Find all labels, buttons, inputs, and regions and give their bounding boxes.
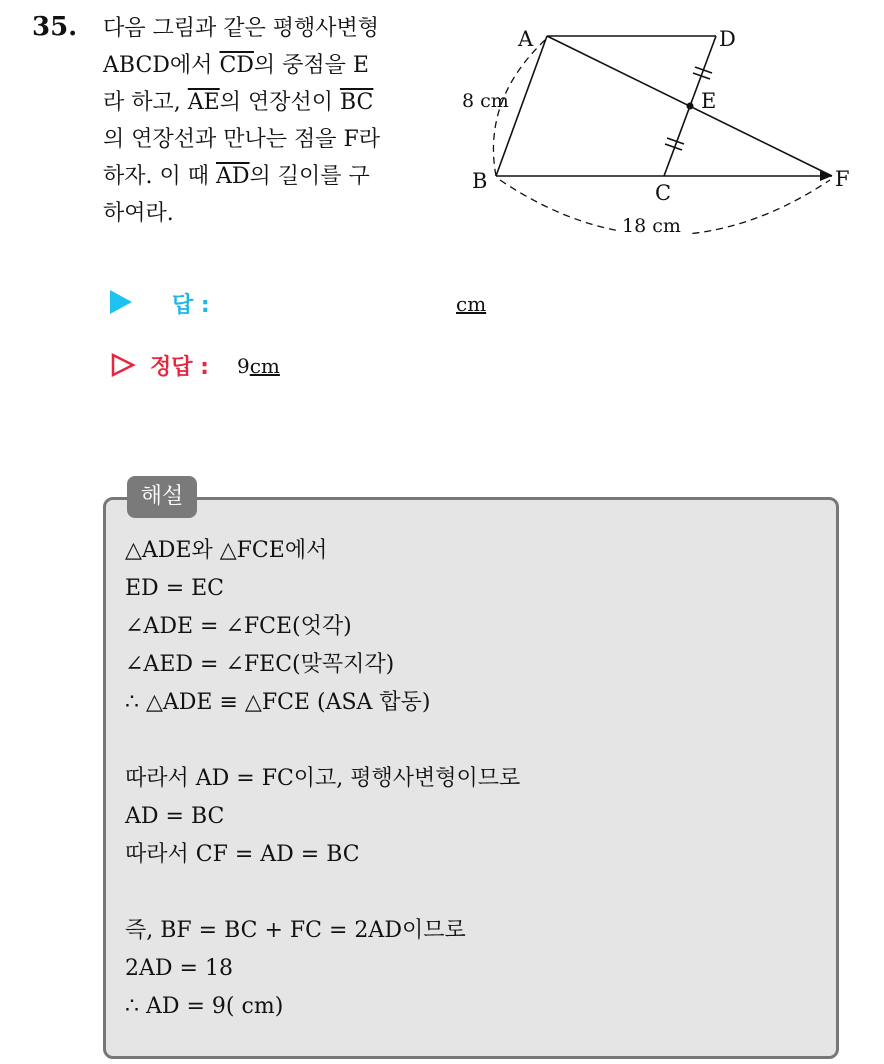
question-text (103, 10, 433, 232)
solution-text (125, 532, 520, 1026)
correct-answer-value: 9cm (237, 354, 280, 378)
solution-line: ∠AED = ∠FEC(맞꼭지각) (125, 652, 395, 677)
solution-line: 2AD = 18 (125, 956, 233, 981)
answer-unit[interactable]: cm (456, 292, 487, 316)
question-line-2: ABCD에서 $\overline{CD}$의 중점을 E (103, 53, 369, 78)
solution-line: 따라서 CF = AD = BC (125, 842, 360, 867)
length-AB: 8 cm (462, 90, 509, 112)
solution-line: AD = BC (125, 804, 225, 829)
solution-line: ∠ADE = ∠FCE(엇각) (125, 614, 352, 639)
label-D: D (719, 27, 736, 51)
length-BF: 18 cm (622, 215, 681, 237)
solution-line: △ADE와 △FCE에서 (125, 538, 328, 563)
question-line-6: 하여라. (103, 201, 174, 226)
tick-marks-EC (665, 138, 684, 150)
question-line-3: 라 하고, $\overline{AE}$의 연장선이 $\overline{BC}$ (103, 90, 374, 115)
answer-label: 답 : (172, 293, 210, 318)
label-B: B (472, 169, 488, 193)
answer-row (110, 290, 487, 318)
question-line-5: 하자. 이 때 $\overline{AD}$의 길이를 구 (103, 164, 370, 189)
solution-line: 따라서 AD = FC이고, 평행사변형이므로 (125, 766, 521, 791)
solution-line: ED = EC (125, 576, 225, 601)
correct-answer-row (110, 352, 280, 380)
label-F: F (835, 167, 850, 191)
solution-line: 즉, BF = BC + FC = 2AD이므로 (125, 918, 466, 943)
question-line-1: 다음 그림과 같은 평행사변형 (103, 16, 380, 41)
parallelogram-figure (440, 0, 884, 250)
play-outline-icon (110, 352, 136, 378)
question-number: 35. (32, 12, 78, 42)
solution-tag: 해설 (127, 476, 197, 518)
correct-answer-label: 정답 : (150, 355, 209, 380)
solution-line: ∴ △ADE ≡ △FCE (ASA 합동) (125, 690, 431, 715)
solution-line: ∴ AD = 9( cm) (125, 994, 284, 1019)
point-E (687, 103, 694, 110)
label-E: E (701, 89, 717, 113)
label-C: C (655, 181, 672, 205)
question-line-4: 의 연장선과 만나는 점을 F라 (103, 127, 381, 152)
play-icon (110, 290, 132, 314)
solution-line (125, 874, 520, 912)
label-A: A (518, 27, 534, 51)
solution-line (125, 722, 520, 760)
